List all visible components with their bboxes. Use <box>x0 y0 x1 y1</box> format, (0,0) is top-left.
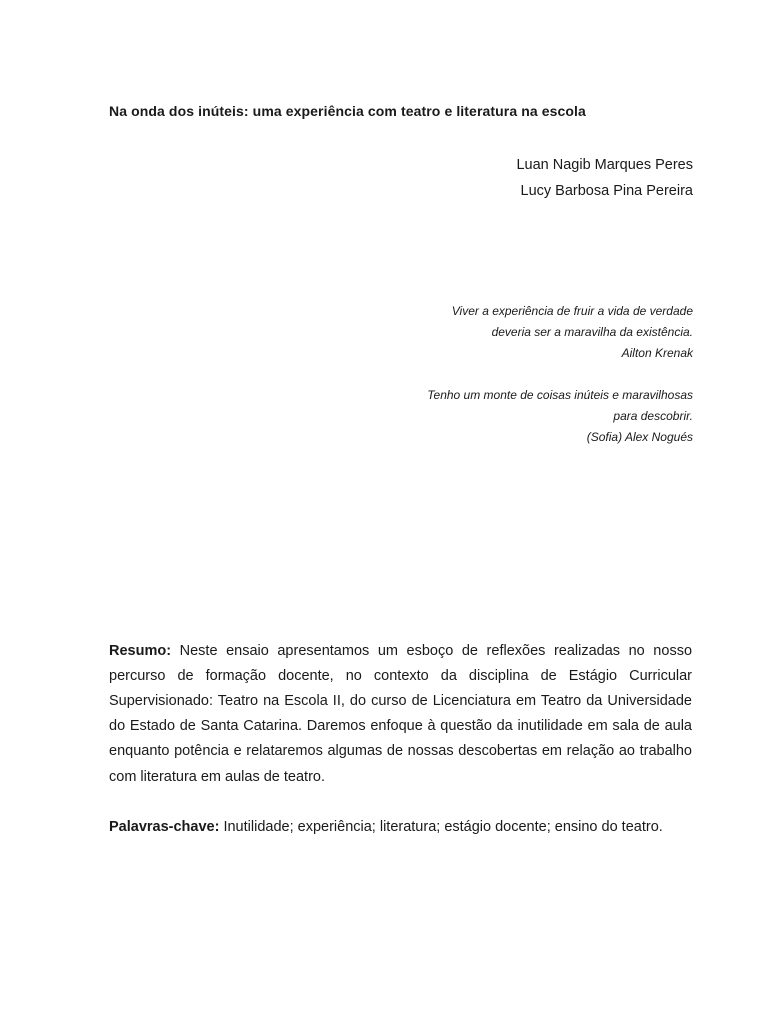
epigraph-line: deveria ser a maravilha da existência. <box>491 325 693 339</box>
epigraph-line: para descobrir. <box>613 409 693 423</box>
epigraph-author: Ailton Krenak <box>621 346 693 360</box>
abstract-label: Resumo: <box>109 642 172 659</box>
keywords-text: Inutilidade; experiência; literatura; estágio docente; ensino do teatro. <box>223 818 663 835</box>
epigraph-author: (Sofia) Alex Nogués <box>586 430 693 444</box>
author-list <box>516 152 693 204</box>
keywords-paragraph <box>109 815 692 840</box>
epigraph-nogues <box>427 385 693 448</box>
author-name: Lucy Barbosa Pina Pereira <box>520 183 693 199</box>
author-name: Luan Nagib Marques Peres <box>516 157 693 173</box>
epigraph-krenak <box>452 301 693 364</box>
keywords-label: Palavras-chave: <box>109 818 220 835</box>
paper-title: Na onda dos inúteis: uma experiência com teatro e literatura na escola <box>109 103 586 119</box>
abstract-text: Neste ensaio apresentamos um esboço de reflexões realizadas no nosso percurso de formação docente, no contexto da disciplina de Estágio Curricular Supervisionado: Teatro na Escola II, do curso de Licenciatura em Teatro da Universidade do Estado de Santa Catarina. Daremos enfoque à questão da inutilidade em sala de aula enquanto potência e relataremos algumas de nossas descobertas em relação ao trabalho com literatura em aulas de teatro. <box>109 642 693 785</box>
epigraph-line: Tenho um monte de coisas inúteis e maravilhosas <box>427 388 693 402</box>
epigraph-line: Viver a experiência de fruir a vida de verdade <box>451 304 693 318</box>
abstract-paragraph <box>109 639 692 790</box>
